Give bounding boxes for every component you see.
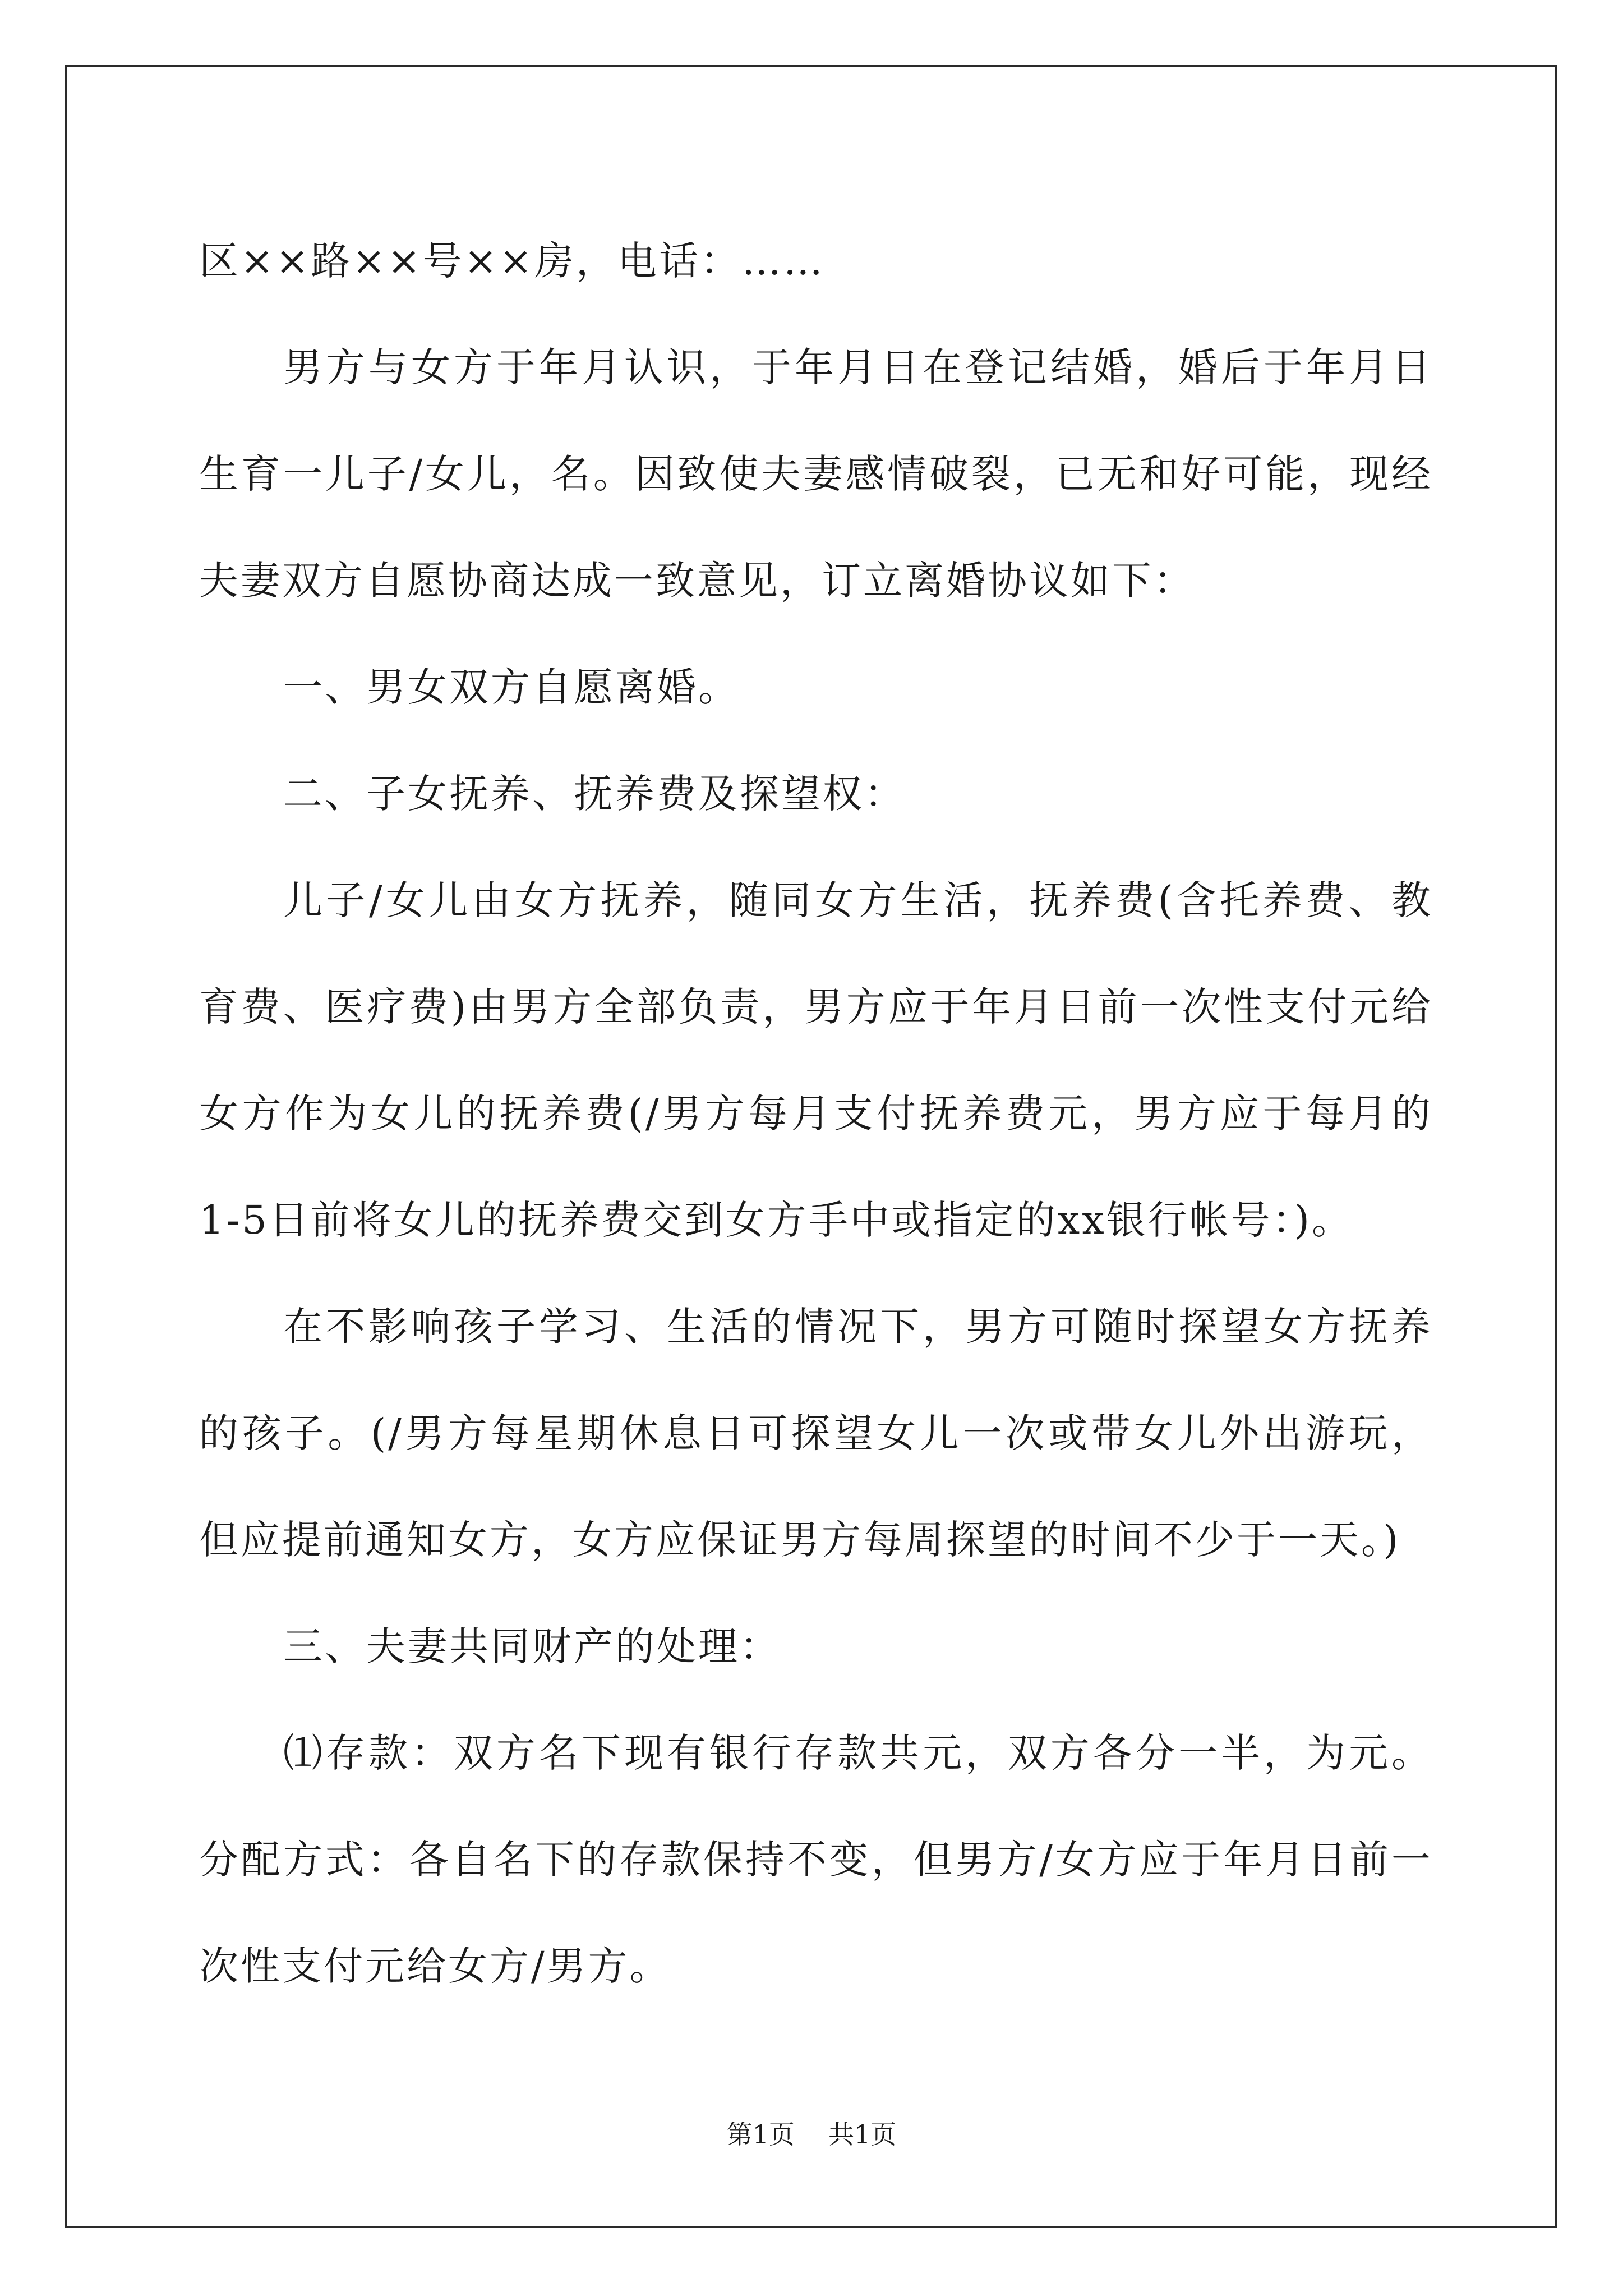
page-number: 第1页 bbox=[726, 2119, 795, 2150]
paragraph-visitation: 在不影响孩子学习、生活的情况下，男方可随时探望女方抚养的孩子。(/男方每星期休息日可探望女儿一次或带女儿外出游玩，但应提前通知女方，女方应保证男方每周探望的时间不少于一天。) bbox=[199, 1304, 1433, 1563]
paragraph-savings: ⑴存款：双方名下现有银行存款共元，双方各分一半，为元。分配方式：各自名下的存款保持不变，但男方/女方应于年月日前一次性支付元给女方/男方。 bbox=[199, 1730, 1433, 1989]
page-total: 共1页 bbox=[828, 2119, 897, 2150]
document-body bbox=[199, 208, 1433, 2019]
paragraph-background: 男方与女方于年月认识，于年月日在登记结婚，婚后于年月日生育一儿子/女儿，名。因致使夫妻感情破裂，已无和好可能，现经夫妻双方自愿协商达成一致意见，订立离婚协议如下： bbox=[199, 344, 1433, 604]
paragraph-clause-3-heading: 三、夫妻共同财产的处理： bbox=[283, 1623, 781, 1669]
paragraph-child-support: 儿子/女儿由女方抚养，随同女方生活，抚养费(含托养费、教育费、医疗费)由男方全部负责，男方应于年月日前一次性支付元给女方作为女儿的抚养费(/男方每月支付抚养费元，男方应于每月的1-5日前将女儿的抚养费交到女方手中或指定的xx银行帐号：)。 bbox=[199, 877, 1433, 1243]
paragraph-clause-1: 一、男女双方自愿离婚。 bbox=[283, 664, 740, 710]
page-footer bbox=[0, 2118, 1623, 2151]
paragraph-clause-2-heading: 二、子女抚养、抚养费及探望权： bbox=[283, 771, 906, 817]
paragraph-address: 区××路××号××房，电话：…… bbox=[199, 238, 825, 284]
